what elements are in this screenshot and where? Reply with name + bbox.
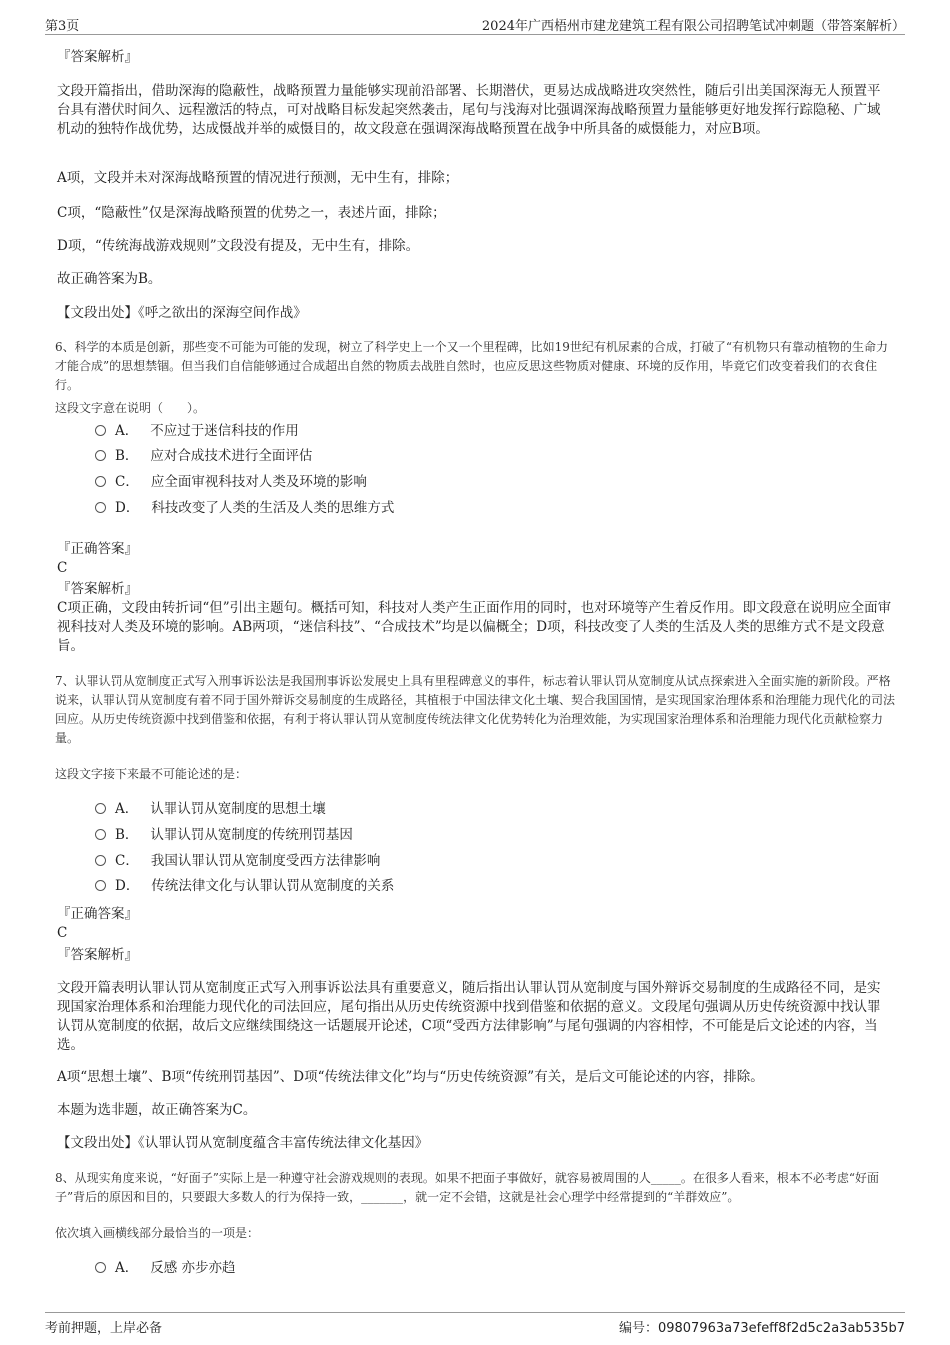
q6-option-d[interactable]: D． 科技改变了人类的生活及人类的思维方式 [95, 499, 394, 517]
q7-source: 【文段出处】《认罪认罚从宽制度蕴含丰富传统法律文化基因》 [57, 1135, 429, 1151]
q8-stem: 8、从现实角度来说，“好面子”实际上是一种遵守社会游戏规则的表现。如果不把面子事做好，就容易被周围的人_____。在很多人看来，根本不必考虑“好面子”背后的原因和目的，只要跟大多数人的行为保持一致，_______，就一定不会错，这就是社会心理学中经常提到的“羊群效应”。 [55, 1171, 880, 1204]
q7-option-b[interactable]: B． 认罪认罚从宽制度的传统刑罚基因 [95, 826, 353, 844]
q5-analysis-p4: D项，“传统海战游戏规则”文段没有提及，无中生有，排除。 [57, 238, 420, 254]
q5-analysis-p1: 文段开篇指出，借助深海的隐蔽性，战略预置力量能够实现前沿部署、长期潜伏，更易达成战略进攻突然性，随后引出美国深海无人预置平台具有潜伏时间久、远程激活的特点，可对战略目标发起突然袭击，尾句与浅海对比强调深海战略预置力量能够更好地发挥行踪隐秘、广域机动的独特作战优势，达成慑战并举的威慑目的，故文段意在强调深海战略预置在战争中所具备的威慑能力，对应B项。 [57, 83, 881, 137]
q6-option-a[interactable]: A． 不应过于迷信科技的作用 [95, 422, 299, 440]
q6-analysis: C项正确，文段由转折词“但”引出主题句。概括可知，科技对人类产生正面作用的同时，也对环境等产生着反作用。即文段意在说明应全面审视科技对人类及环境的影响。AB两项，“迷信科技”、“合成技术”均是以偏概全；D项，科技改变了人类的生活及人类的思维方式不是文段意旨。 [57, 600, 892, 654]
q6-stem: 6、科学的本质是创新，那些变不可能为可能的发现，树立了科学史上一个又一个里程碑，比如19世纪有机尿素的合成，打破了“有机物只有靠动植物的生命力才能合成”的思想禁锢。但当我们自信能够通过合成超出自然的物质去战胜自然时，也应反思这些物质对健康、环境的反作用，毕竟它们改变着我们的衣食住行。 [55, 340, 889, 392]
q6-answer-title: 『正确答案』 [57, 541, 138, 557]
q5-source: 【文段出处】《呼之欲出的深海空间作战》 [57, 305, 307, 321]
q7-stem: 7、认罪认罚从宽制度正式写入刑事诉讼法是我国刑事诉讼发展史上具有里程碑意义的事件，标志着认罪认罚从宽制度从试点探索进入全面实施的新阶段。严格说来，认罪认罚从宽制度有着不同于国外辩诉交易制度的生成路径，其植根于中国法律文化土壤、契合我国国情，是实现国家治理体系和治理能力现代化的司法回应。从历史传统资源中找到借鉴和依据，有利于将认罪认罚从宽制度传统法律文化优势转化为治理效能，为实现国家治理体系和治理能力现代化贡献检察力量。 [55, 674, 896, 745]
q7-prompt: 这段文字接下来最不可能论述的是： [55, 767, 248, 781]
radio-icon[interactable] [95, 425, 106, 436]
q5-analysis-p3: C项，“隐蔽性”仅是深海战略预置的优势之一，表述片面，排除； [57, 205, 446, 221]
page-header [45, 12, 905, 35]
q7-analysis-title: 『答案解析』 [57, 947, 138, 963]
q8-prompt: 依次填入画横线部分最恰当的一项是： [55, 1226, 260, 1240]
radio-icon[interactable] [95, 803, 106, 814]
q7-analysis-p2: A项“思想土壤”、B项“传统刑罚基因”、D项“传统法律文化”均与“历史传统资源”有关，是后文可能论述的内容，排除。 [57, 1069, 764, 1085]
q7-option-d[interactable]: D． 传统法律文化与认罪认罚从宽制度的关系 [95, 877, 394, 895]
page-footer [45, 1312, 905, 1339]
q6-option-b[interactable]: B． 应对合成技术进行全面评估 [95, 447, 312, 465]
q6-option-c[interactable]: C． 应全面审视科技对人类及环境的影响 [95, 473, 367, 491]
radio-icon[interactable] [95, 829, 106, 840]
q6-prompt: 这段文字意在说明（ ）。 [55, 401, 206, 415]
q5-analysis-title: 『答案解析』 [57, 49, 138, 65]
page-number: 第3页 [45, 19, 80, 34]
radio-icon[interactable] [95, 1262, 106, 1273]
q6-analysis-title: 『答案解析』 [57, 581, 138, 597]
q6-answer: C [57, 560, 68, 576]
q8-option-a[interactable]: A． 反感 亦步亦趋 [95, 1259, 236, 1277]
q7-option-c[interactable]: C． 我国认罪认罚从宽制度受西方法律影响 [95, 852, 380, 870]
q7-analysis-p3: 本题为选非题，故正确答案为C。 [57, 1102, 257, 1118]
footer-serial-number: 编号：09807963a73efeff8f2d5c2a3ab535b7 [618, 1321, 905, 1336]
document-title: 2024年广西梧州市建龙建筑工程有限公司招聘笔试冲刺题（带答案解析） [481, 19, 905, 34]
footer-slogan: 考前押题，上岸必备 [45, 1321, 163, 1336]
q7-answer: C [57, 925, 68, 941]
radio-icon[interactable] [95, 450, 106, 461]
q7-answer-title: 『正确答案』 [57, 906, 138, 922]
radio-icon[interactable] [95, 502, 106, 513]
q7-option-a[interactable]: A． 认罪认罚从宽制度的思想土壤 [95, 800, 326, 818]
radio-icon[interactable] [95, 855, 106, 866]
q7-analysis-p1: 文段开篇表明认罪认罚从宽制度正式写入刑事诉讼法具有重要意义，随后指出认罪认罚从宽制度与国外辩诉交易制度的生成路径不同，是实现国家治理体系和治理能力现代化的司法回应，尾句指出从历史传统资源中找到借鉴和依据的意义。文段尾句强调从历史传统资源中找认罪认罚从宽制度的依据，故后文应继续围绕这一话题展开论述，C项“受西方法律影响”与尾句强调的内容相悖，不可能是后文论述的内容，当选。 [57, 980, 881, 1053]
radio-icon[interactable] [95, 880, 106, 891]
q5-analysis-p5: 故正确答案为B。 [57, 271, 162, 287]
q5-analysis-p2: A项，文段并未对深海战略预置的情况进行预测，无中生有，排除； [57, 170, 459, 186]
radio-icon[interactable] [95, 476, 106, 487]
